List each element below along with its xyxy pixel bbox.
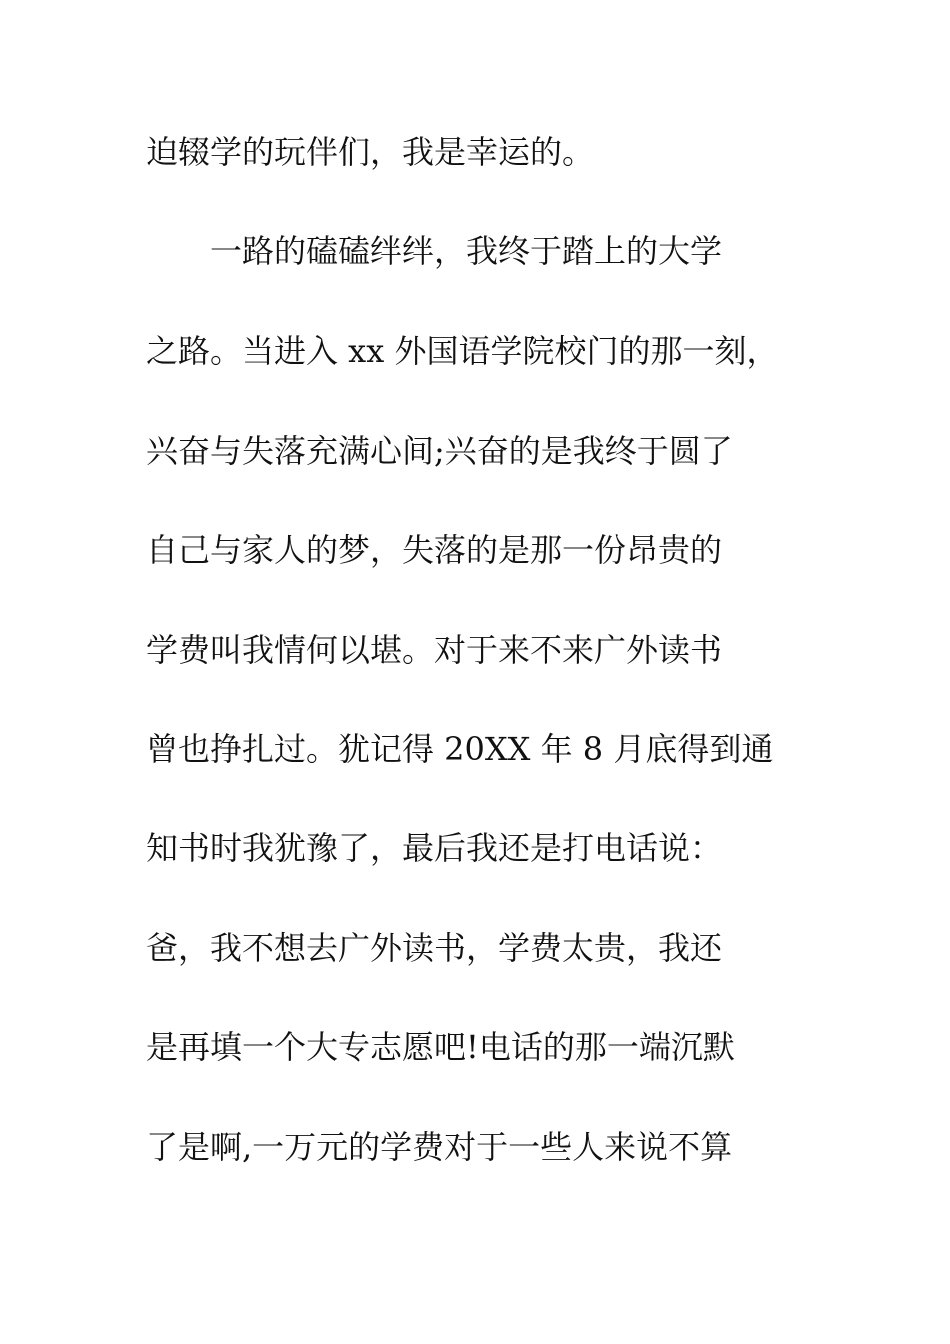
text-line: 是再填一个大专志愿吧!电话的那一端沉默 [146, 1028, 735, 1066]
text-line: 一路的磕磕绊绊，我终于踏上的大学 [146, 232, 723, 270]
text-line: 之路。当进入 xx 外国语学院校门的那一刻， [146, 332, 779, 370]
text-line: 迫辍学的玩伴们，我是幸运的。 [146, 133, 595, 171]
text-line: 曾也挣扎过。犹记得 20XX 年 8 月底得到通 [146, 730, 774, 768]
text-line: 爸，我不想去广外读书，学费太贵，我还 [146, 929, 723, 967]
text-line: 兴奋与失落充满心间;兴奋的是我终于圆了 [146, 432, 733, 470]
text-line: 知书时我犹豫了，最后我还是打电话说： [146, 829, 723, 867]
text-line: 学费叫我情何以堪。对于来不来广外读书 [146, 631, 723, 669]
text-line: 了是啊,一万元的学费对于一些人来说不算 [146, 1128, 733, 1166]
text-line: 自己与家人的梦，失落的是那一份昂贵的 [146, 531, 723, 569]
